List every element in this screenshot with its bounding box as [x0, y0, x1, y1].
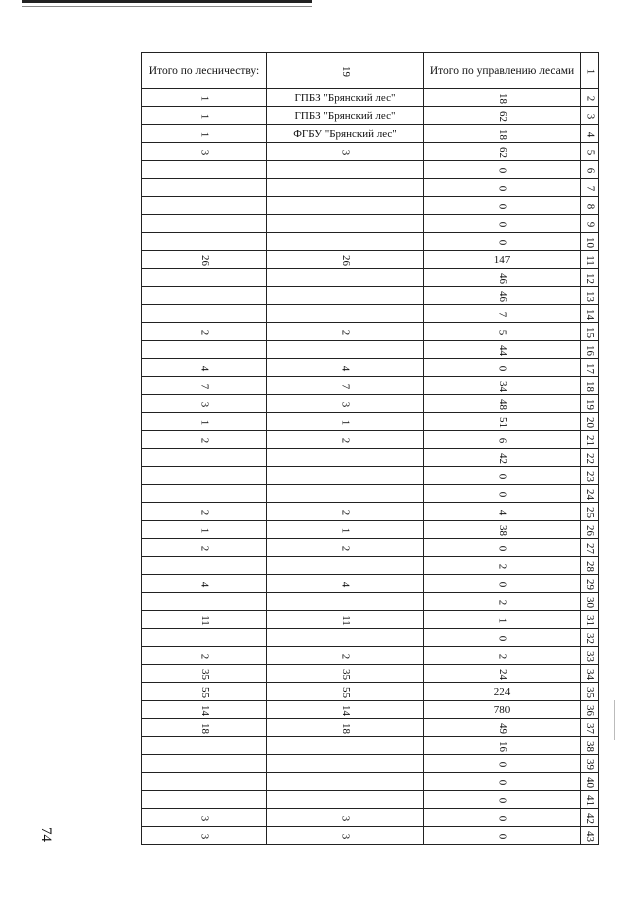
cell-row-number: 41 — [581, 791, 599, 809]
cell-column-19 — [267, 161, 424, 179]
table-row — [142, 251, 599, 269]
cell-column-19: 2 — [267, 323, 424, 341]
cell-management-total: 48 — [424, 395, 581, 413]
table-row — [142, 107, 599, 125]
cell-forestry-total: 1 — [142, 413, 267, 431]
cell-column-19: 14 — [267, 701, 424, 719]
cell-management-total: 0 — [424, 575, 581, 593]
table-row — [142, 125, 599, 143]
cell-forestry-total — [142, 179, 267, 197]
scan-top-bar — [22, 0, 312, 3]
cell-row-number: 43 — [581, 827, 599, 845]
cell-row-number: 6 — [581, 161, 599, 179]
cell-management-total: 147 — [424, 251, 581, 269]
table-header-row — [142, 53, 599, 89]
cell-forestry-total: 2 — [142, 323, 267, 341]
cell-management-total: 49 — [424, 719, 581, 737]
cell-management-total: 4 — [424, 503, 581, 521]
table-row — [142, 413, 599, 431]
cell-column-19: 4 — [267, 575, 424, 593]
cell-column-19: 35 — [267, 665, 424, 683]
cell-forestry-total: 26 — [142, 251, 267, 269]
cell-management-total: 46 — [424, 287, 581, 305]
cell-forestry-total: 14 — [142, 701, 267, 719]
cell-column-19 — [267, 449, 424, 467]
table-row — [142, 503, 599, 521]
cell-management-total: 24 — [424, 665, 581, 683]
table-row — [142, 161, 599, 179]
cell-column-19: ГПБЗ "Брянский лес" — [267, 89, 424, 107]
cell-row-number: 7 — [581, 179, 599, 197]
cell-row-number: 39 — [581, 755, 599, 773]
table-row — [142, 719, 599, 737]
cell-column-19: 2 — [267, 539, 424, 557]
cell-column-19: 26 — [267, 251, 424, 269]
page-number: 74 — [38, 827, 54, 842]
cell-column-19 — [267, 269, 424, 287]
cell-management-total: 0 — [424, 161, 581, 179]
table-row — [142, 575, 599, 593]
cell-column-19: 3 — [267, 395, 424, 413]
cell-row-number: 27 — [581, 539, 599, 557]
cell-management-total: 780 — [424, 701, 581, 719]
cell-row-number: 28 — [581, 557, 599, 575]
cell-forestry-total: 2 — [142, 431, 267, 449]
cell-management-total: 46 — [424, 269, 581, 287]
cell-management-total: 2 — [424, 593, 581, 611]
cell-row-number: 40 — [581, 773, 599, 791]
cell-forestry-total — [142, 341, 267, 359]
table-row — [142, 215, 599, 233]
table-row — [142, 809, 599, 827]
cell-management-total: 0 — [424, 791, 581, 809]
cell-forestry-total: 3 — [142, 395, 267, 413]
cell-column-19: 3 — [267, 827, 424, 845]
cell-forestry-total: 3 — [142, 827, 267, 845]
cell-forestry-total — [142, 773, 267, 791]
cell-management-total: 62 — [424, 143, 581, 161]
cell-row-number: 37 — [581, 719, 599, 737]
cell-column-19 — [267, 341, 424, 359]
cell-management-total: 1 — [424, 611, 581, 629]
cell-row-number: 3 — [581, 107, 599, 125]
cell-management-total: 0 — [424, 359, 581, 377]
cell-management-total: 6 — [424, 431, 581, 449]
cell-column-19 — [267, 467, 424, 485]
cell-management-total: 42 — [424, 449, 581, 467]
cell-column-19 — [267, 215, 424, 233]
table-row — [142, 701, 599, 719]
cell-forestry-total: 18 — [142, 719, 267, 737]
cell-forestry-total — [142, 557, 267, 575]
table-row — [142, 305, 599, 323]
cell-row-number: 25 — [581, 503, 599, 521]
cell-row-number: 16 — [581, 341, 599, 359]
cell-row-number: 33 — [581, 647, 599, 665]
cell-forestry-total — [142, 755, 267, 773]
cell-row-number: 5 — [581, 143, 599, 161]
cell-forestry-total — [142, 593, 267, 611]
cell-column-19 — [267, 287, 424, 305]
cell-management-total: 38 — [424, 521, 581, 539]
table-row — [142, 467, 599, 485]
table-row — [142, 287, 599, 305]
cell-management-total: 2 — [424, 557, 581, 575]
cell-row-number: 18 — [581, 377, 599, 395]
table-row — [142, 341, 599, 359]
cell-forestry-total: 3 — [142, 809, 267, 827]
table-row — [142, 629, 599, 647]
cell-column-19 — [267, 485, 424, 503]
table-row — [142, 683, 599, 701]
cell-management-total: 51 — [424, 413, 581, 431]
cell-forestry-total — [142, 449, 267, 467]
cell-row-number: 19 — [581, 395, 599, 413]
cell-management-total: 0 — [424, 755, 581, 773]
cell-management-total: 0 — [424, 629, 581, 647]
cell-management-total: 0 — [424, 827, 581, 845]
cell-column-19 — [267, 629, 424, 647]
cell-forestry-total — [142, 215, 267, 233]
table-row — [142, 359, 599, 377]
cell-forestry-total — [142, 485, 267, 503]
cell-row-number: 15 — [581, 323, 599, 341]
cell-column-19: 1 — [267, 413, 424, 431]
cell-column-19 — [267, 557, 424, 575]
cell-forestry-total: 4 — [142, 359, 267, 377]
table-row — [142, 755, 599, 773]
cell-row-number: 26 — [581, 521, 599, 539]
table-row — [142, 323, 599, 341]
table-row — [142, 539, 599, 557]
cell-management-total: 34 — [424, 377, 581, 395]
table-row — [142, 521, 599, 539]
table-row — [142, 233, 599, 251]
cell-row-number: 9 — [581, 215, 599, 233]
cell-row-number: 32 — [581, 629, 599, 647]
table-row — [142, 665, 599, 683]
cell-management-total: 44 — [424, 341, 581, 359]
cell-row-number: 17 — [581, 359, 599, 377]
cell-management-total: 16 — [424, 737, 581, 755]
cell-forestry-total: 2 — [142, 539, 267, 557]
cell-forestry-total: 2 — [142, 647, 267, 665]
cell-column-19: ФГБУ "Брянский лес" — [267, 125, 424, 143]
cell-forestry-total — [142, 737, 267, 755]
cell-forestry-total — [142, 791, 267, 809]
cell-management-total: 18 — [424, 125, 581, 143]
cell-row-number: 4 — [581, 125, 599, 143]
cell-column-19: 1 — [267, 521, 424, 539]
header-forestry-total: Итого по лесничеству: — [142, 53, 267, 89]
cell-column-19: 7 — [267, 377, 424, 395]
cell-forestry-total: 1 — [142, 89, 267, 107]
table-row — [142, 431, 599, 449]
cell-management-total: 7 — [424, 305, 581, 323]
table-row — [142, 827, 599, 845]
cell-forestry-total — [142, 305, 267, 323]
cell-column-19: 3 — [267, 809, 424, 827]
cell-forestry-total: 35 — [142, 665, 267, 683]
cell-row-number: 11 — [581, 251, 599, 269]
cell-forestry-total: 1 — [142, 521, 267, 539]
cell-management-total: 0 — [424, 215, 581, 233]
header-row-number: 1 — [581, 53, 599, 89]
table-row — [142, 557, 599, 575]
cell-row-number: 30 — [581, 593, 599, 611]
cell-forestry-total — [142, 197, 267, 215]
cell-row-number: 13 — [581, 287, 599, 305]
cell-management-total: 224 — [424, 683, 581, 701]
table-row — [142, 377, 599, 395]
cell-column-19: 2 — [267, 431, 424, 449]
cell-row-number: 21 — [581, 431, 599, 449]
cell-row-number: 8 — [581, 197, 599, 215]
cell-row-number: 22 — [581, 449, 599, 467]
cell-forestry-total: 11 — [142, 611, 267, 629]
table-row — [142, 773, 599, 791]
table-row — [142, 89, 599, 107]
table-row — [142, 647, 599, 665]
cell-column-19: 55 — [267, 683, 424, 701]
cell-management-total: 0 — [424, 485, 581, 503]
table-row — [142, 791, 599, 809]
header-management-total: Итого по управлению лесами — [424, 53, 581, 89]
table-row — [142, 143, 599, 161]
cell-row-number: 34 — [581, 665, 599, 683]
cell-forestry-total — [142, 629, 267, 647]
table-row — [142, 269, 599, 287]
cell-row-number: 10 — [581, 233, 599, 251]
cell-column-19 — [267, 593, 424, 611]
cell-column-19 — [267, 791, 424, 809]
cell-management-total: 62 — [424, 107, 581, 125]
cell-column-19 — [267, 737, 424, 755]
cell-column-19 — [267, 197, 424, 215]
table-row — [142, 449, 599, 467]
table-body — [142, 53, 599, 845]
table-row — [142, 737, 599, 755]
cell-column-19: 2 — [267, 647, 424, 665]
scan-side-mark — [614, 700, 615, 740]
cell-row-number: 29 — [581, 575, 599, 593]
cell-management-total: 2 — [424, 647, 581, 665]
cell-management-total: 0 — [424, 773, 581, 791]
table-row — [142, 197, 599, 215]
cell-management-total: 0 — [424, 179, 581, 197]
cell-column-19 — [267, 179, 424, 197]
cell-forestry-total — [142, 287, 267, 305]
cell-column-19: ГПБЗ "Брянский лес" — [267, 107, 424, 125]
cell-management-total: 18 — [424, 89, 581, 107]
cell-column-19 — [267, 233, 424, 251]
table-row — [142, 179, 599, 197]
data-table — [141, 52, 599, 845]
cell-forestry-total: 1 — [142, 107, 267, 125]
cell-forestry-total: 1 — [142, 125, 267, 143]
cell-forestry-total — [142, 467, 267, 485]
cell-column-19: 4 — [267, 359, 424, 377]
cell-row-number: 31 — [581, 611, 599, 629]
cell-column-19 — [267, 755, 424, 773]
cell-row-number: 35 — [581, 683, 599, 701]
cell-row-number: 38 — [581, 737, 599, 755]
cell-row-number: 36 — [581, 701, 599, 719]
cell-row-number: 2 — [581, 89, 599, 107]
cell-forestry-total: 2 — [142, 503, 267, 521]
cell-row-number: 24 — [581, 485, 599, 503]
cell-management-total: 0 — [424, 467, 581, 485]
cell-column-19 — [267, 773, 424, 791]
cell-forestry-total: 4 — [142, 575, 267, 593]
cell-row-number: 23 — [581, 467, 599, 485]
cell-column-19: 11 — [267, 611, 424, 629]
table-row — [142, 485, 599, 503]
cell-forestry-total: 7 — [142, 377, 267, 395]
table-row — [142, 395, 599, 413]
cell-column-19: 18 — [267, 719, 424, 737]
cell-management-total: 5 — [424, 323, 581, 341]
cell-column-19: 2 — [267, 503, 424, 521]
cell-management-total: 0 — [424, 233, 581, 251]
cell-row-number: 14 — [581, 305, 599, 323]
cell-row-number: 20 — [581, 413, 599, 431]
table-row — [142, 611, 599, 629]
cell-column-19: 3 — [267, 143, 424, 161]
table-row — [142, 593, 599, 611]
cell-forestry-total: 55 — [142, 683, 267, 701]
cell-row-number: 12 — [581, 269, 599, 287]
cell-forestry-total — [142, 233, 267, 251]
header-column-19: 19 — [267, 53, 424, 89]
cell-column-19 — [267, 305, 424, 323]
scan-top-line — [22, 6, 312, 7]
cell-management-total: 0 — [424, 809, 581, 827]
cell-forestry-total — [142, 161, 267, 179]
cell-row-number: 42 — [581, 809, 599, 827]
cell-management-total: 0 — [424, 539, 581, 557]
cell-management-total: 0 — [424, 197, 581, 215]
cell-forestry-total — [142, 269, 267, 287]
cell-forestry-total: 3 — [142, 143, 267, 161]
